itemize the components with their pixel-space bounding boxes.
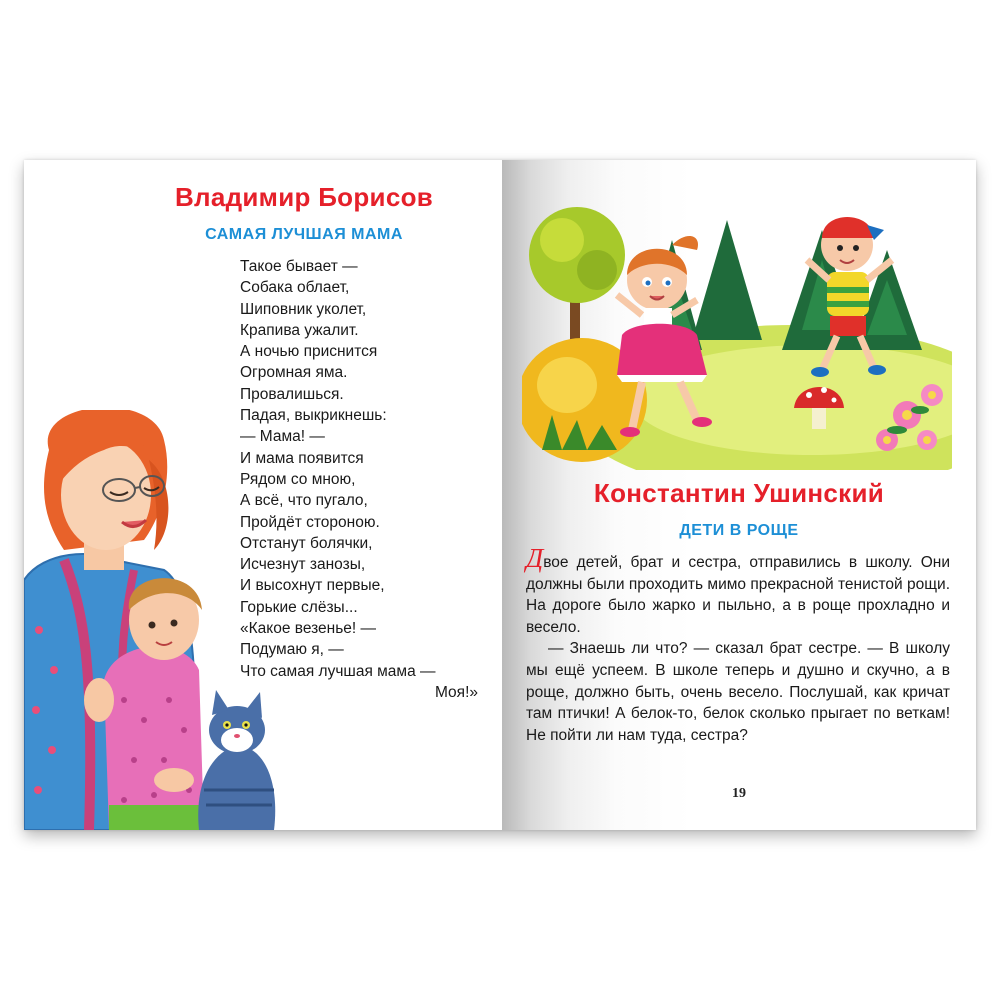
poem-line: А ночью приснится — [240, 343, 378, 361]
poem-line: Крапива ужалит. — [240, 321, 359, 339]
page-number: 19 — [732, 786, 746, 801]
poem-line: Отстанут болячки, — [240, 534, 373, 552]
poem-line: Пройдёт стороною. — [240, 513, 380, 531]
open-book — [24, 160, 976, 830]
poem-line: Провалишься. — [240, 385, 344, 403]
story-paragraph-1 — [526, 543, 950, 638]
left-page — [24, 160, 502, 830]
poem-line: Огромная яма. — [240, 364, 348, 382]
poem-line: И мама появится — [240, 449, 364, 467]
poem-line: Моя!» — [434, 683, 478, 701]
poem-line: Подумаю я, — — [240, 641, 344, 659]
drop-cap-letter: Д — [526, 543, 544, 573]
right-author-name: Константин Ушинский — [593, 478, 885, 508]
poem-line: Горькие слёзы... — [240, 598, 358, 616]
story-text — [526, 543, 950, 746]
children-grove-illustration — [522, 200, 952, 470]
mother-child-illustration — [24, 410, 284, 830]
poem-line: Рядом со мною, — [240, 470, 356, 488]
right-story-title: ДЕТИ В РОЩЕ — [679, 522, 799, 539]
poem-line: Падая, выкрикнешь: — [240, 407, 387, 425]
poem-line: Исчезнут занозы, — [240, 556, 366, 574]
poem-line: Что самая лучшая мама — — [240, 662, 436, 680]
poem-line: «Какое везенье! — — [240, 620, 377, 638]
left-author-name: Владимир Борисов — [174, 182, 434, 212]
poem-line: Такое бывает — — [240, 258, 358, 275]
poem-line: Собака облает, — [240, 279, 350, 297]
poem-line: Шиповник уколет, — [240, 300, 367, 318]
paragraph-1-text: вое детей, брат и сестра, отправились в школу. Они должны были проходить мимо прекрасной тенистой рощи. На дороге было жарко и пыльно, а в роще прохладно и весело. — [526, 554, 950, 636]
poem-line: И высохнут первые, — [240, 577, 385, 595]
poem-line: А всё, что пугало, — [240, 492, 368, 510]
story-paragraph-2: — Знаешь ли что? — сказал брат сестре. — В школу мы ещё успеем. В школе теперь и душно и скучно, а в роще, должно быть, очень весело. Послушай, как кричат там птички! А белок-то, белок сколько прыгает по веткам! Не пойти ли нам туда, сестра? — [526, 640, 950, 744]
left-story-title: САМАЯ ЛУЧШАЯ МАМА — [205, 226, 403, 243]
right-page — [502, 160, 976, 830]
poem-line: — Мама! — — [240, 428, 325, 446]
